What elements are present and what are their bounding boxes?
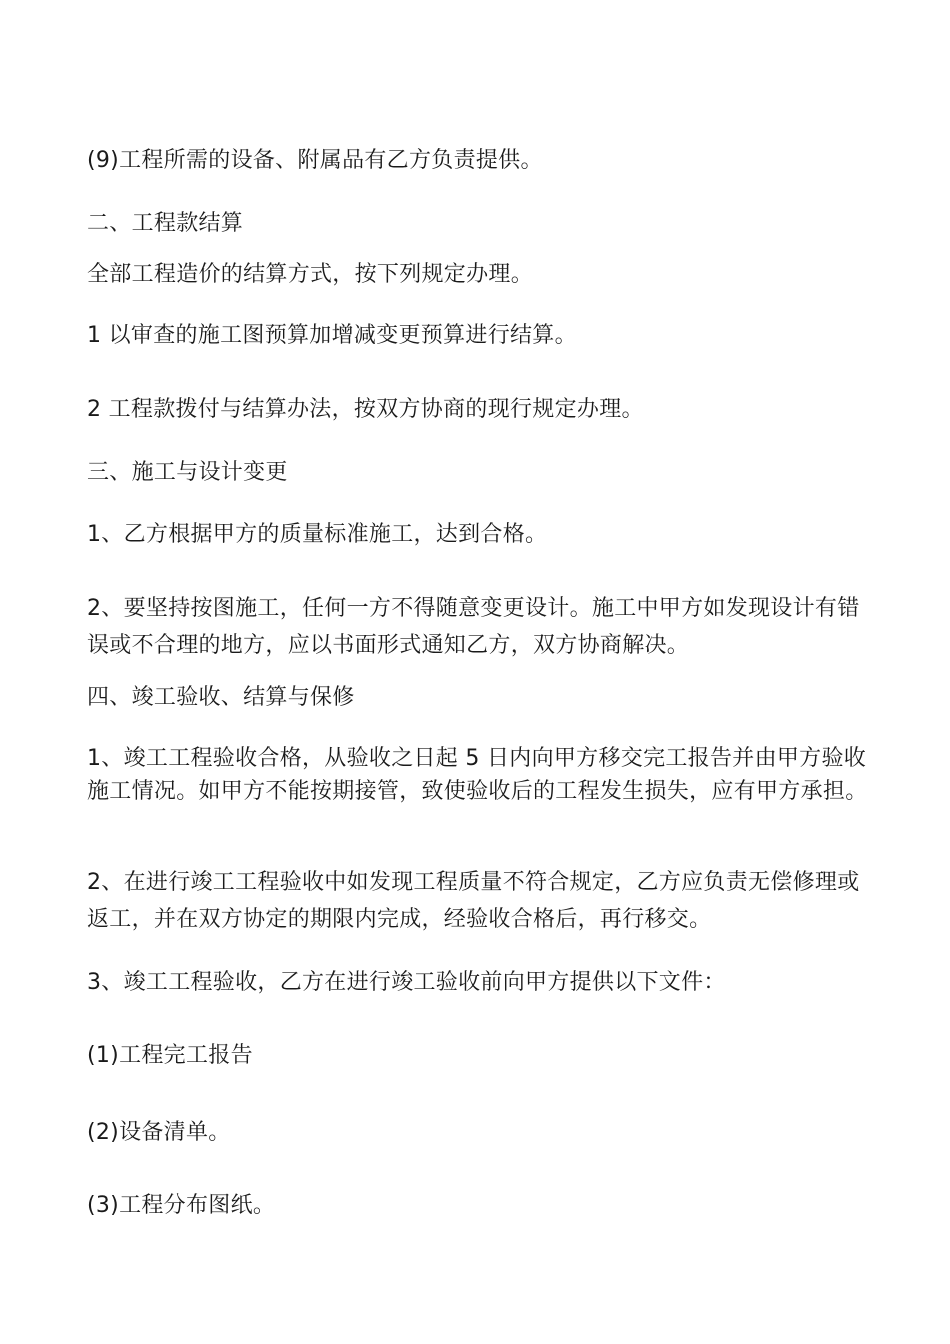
list-item-1: (1)工程完工报告 bbox=[87, 1043, 253, 1068]
paragraph-design-1: 1、乙方根据甲方的质量标准施工，达到合格。 bbox=[87, 522, 548, 547]
paragraph-item-9: (9)工程所需的设备、附属品有乙方负责提供。 bbox=[87, 148, 543, 173]
section-heading-acceptance: 四、竣工验收、结算与保修 bbox=[87, 685, 355, 710]
section-heading-design-change: 三、施工与设计变更 bbox=[87, 460, 288, 485]
paragraph-acceptance-1: 1、竣工工程验收合格，从验收之日起 5 日内向甲方移交完工报告并由甲方验收施工情况。如甲方不能按期接管，致使验收后的工程发生损失，应有甲方承担。 bbox=[87, 746, 868, 804]
paragraph-acceptance-2: 2、在进行竣工工程验收中如发现工程质量不符合规定，乙方应负责无偿修理或返工，并在双方协定的期限内完成，经验收合格后，再行移交。 bbox=[87, 870, 860, 932]
section-heading-settlement: 二、工程款结算 bbox=[87, 211, 244, 236]
paragraph-settlement-1: 1 以审查的施工图预算加增减变更预算进行结算。 bbox=[87, 323, 577, 348]
paragraph-settlement-intro: 全部工程造价的结算方式，按下列规定办理。 bbox=[87, 262, 534, 287]
paragraph-settlement-2: 2 工程款拨付与结算办法，按双方协商的现行规定办理。 bbox=[87, 397, 644, 422]
paragraph-design-2: 2、要坚持按图施工，任何一方不得随意变更设计。施工中甲方如发现设计有错误或不合理的地方，应以书面形式通知乙方，双方协商解决。 bbox=[87, 596, 860, 658]
list-item-2: (2)设备清单。 bbox=[87, 1120, 231, 1145]
paragraph-acceptance-3: 3、竣工工程验收，乙方在进行竣工验收前向甲方提供以下文件： bbox=[87, 970, 726, 995]
list-item-3: (3)工程分布图纸。 bbox=[87, 1193, 276, 1218]
